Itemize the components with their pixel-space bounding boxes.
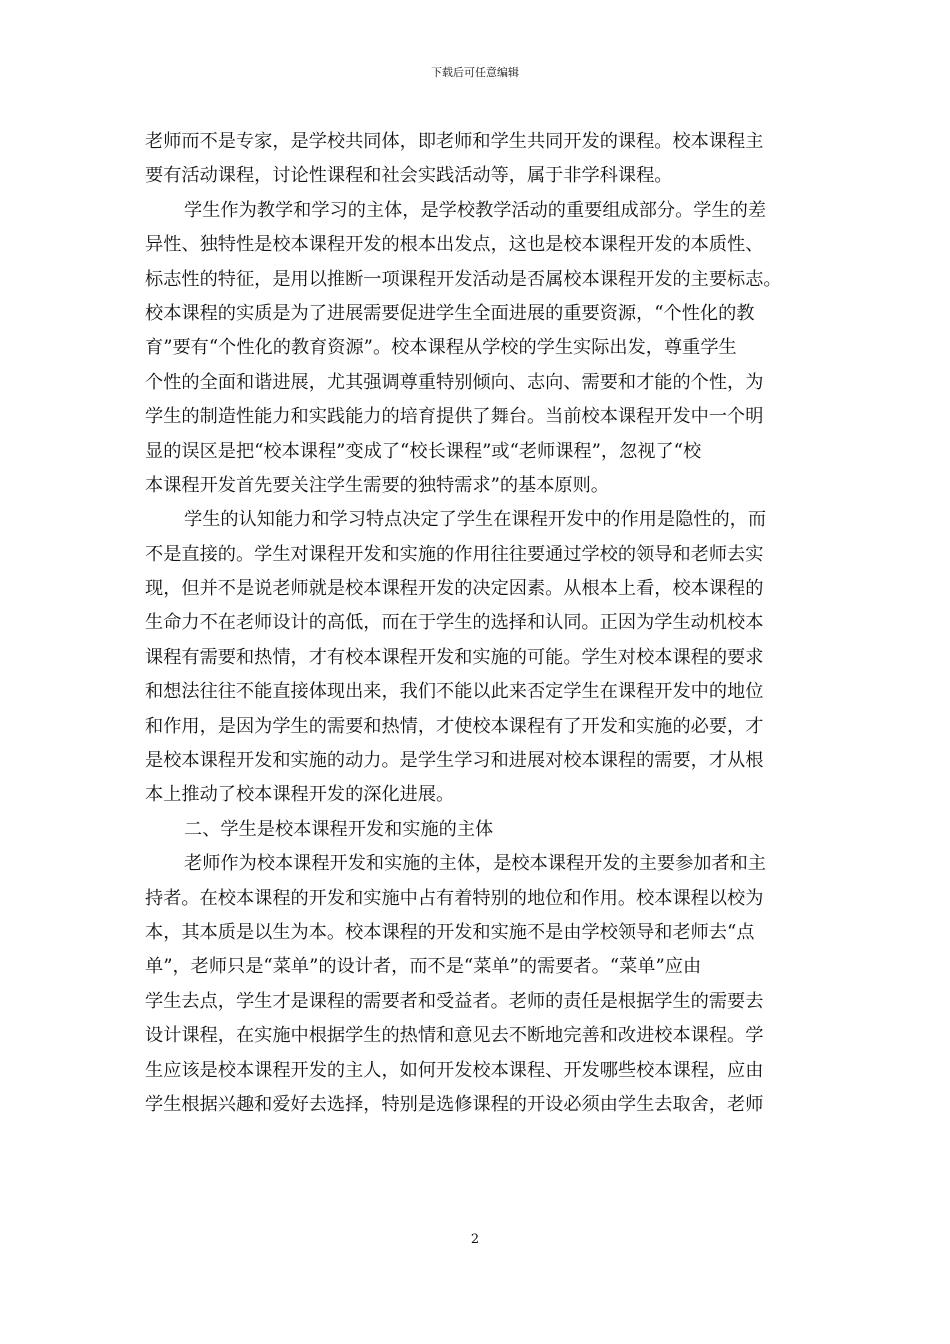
text-line: 是校本课程开发和实施的动力。是学生学习和进展对校本课程的需要，才从根 <box>145 750 764 772</box>
text-line: 个性的全面和谐进展，尤其强调尊重特别倾向、志向、需要和才能的个性，为 <box>145 371 764 393</box>
text-line: 育”要有“个性化的教育资源”。校本课程从学校的学生实际出发，尊重学生 <box>145 337 737 359</box>
document-body <box>145 125 810 1122</box>
text-line: 本，其本质是以生为本。校本课程的开发和实施不是由学校领导和老师去“点 <box>145 921 755 943</box>
text-line: 学生的认知能力和学习特点决定了学生在课程开发中的作用是隐性的，而 <box>184 509 767 531</box>
text-line: 校本课程的实质是为了进展需要促进学生全面进展的重要资源，“个性化的教 <box>145 302 755 324</box>
text-line: 异性、独特性是校本课程开发的根本出发点，这也是校本课程开发的本质性、 <box>145 234 764 256</box>
text-line: 标志性的特征，是用以推断一项课程开发活动是否属校本课程开发的主要标志。 <box>145 268 782 290</box>
text-line: 本上推动了校本课程开发的深化进展。 <box>145 784 455 806</box>
text-line: 设计课程，在实施中根据学生的热情和意见去不断地完善和改进校本课程。学 <box>145 1025 764 1047</box>
page-number: 2 <box>470 1232 480 1247</box>
text-line: 老师而不是专家，是学校共同体，即老师和学生共同开发的课程。校本课程主 <box>145 131 764 152</box>
text-line: 老师作为校本课程开发和实施的主体，是校本课程开发的主要参加者和主 <box>184 853 767 875</box>
text-line: 本课程开发首先要关注学生需要的独特需求”的基本原则。 <box>145 474 609 496</box>
text-line: 和想法往往不能直接体现出来，我们不能以此来否定学生在课程开发中的地位 <box>145 681 764 703</box>
text-line: 单”，老师只是“菜单”的设计者，而不是“菜单”的需要者。“菜单”应由 <box>145 956 702 978</box>
text-line: 和作用，是因为学生的需要和热情，才使校本课程有了开发和实施的必要，才 <box>145 715 764 737</box>
text-line: 生命力不在老师设计的高低，而在于学生的选择和认同。正因为学生动机校本 <box>145 612 764 634</box>
text-line: 学生的制造性能力和实践能力的培育提供了舞台。当前校本课程开发中一个明 <box>145 406 764 428</box>
text-line: 不是直接的。学生对课程开发和实施的作用往往要通过学校的领导和老师去实 <box>145 543 764 565</box>
text-line: 生应该是校本课程开发的主人，如何开发校本课程、开发哪些校本课程，应由 <box>145 1059 764 1081</box>
text-line: 显的误区是把“校本课程”变成了“校长课程”或“老师课程”，忽视了“校 <box>145 440 702 462</box>
text-line: 学生去点，学生才是课程的需要者和受益者。老师的责任是根据学生的需要去 <box>145 990 764 1012</box>
text-line: 要有活动课程，讨论性课程和社会实践活动等，属于非学科课程。 <box>145 165 673 187</box>
text-line: 学生根据兴趣和爱好去选择，特别是选修课程的开设必须由学生去取舍，老师 <box>145 1093 764 1115</box>
text-line: 二、学生是校本课程开发和实施的主体 <box>184 818 494 840</box>
text-line: 课程有需要和热情，才有校本课程开发和实施的可能。学生对校本课程的要求 <box>145 646 764 668</box>
text-line: 学生作为教学和学习的主体，是学校教学活动的重要组成部分。学生的差 <box>184 199 767 221</box>
text-line: 持者。在校本课程的开发和实施中占有着特别的地位和作用。校本课程以校为 <box>145 887 764 909</box>
text-line: 现，但并不是说老师就是校本课程开发的决定因素。从根本上看，校本课程的 <box>145 578 764 600</box>
page-header-note: 下载后可任意编辑 <box>431 66 519 79</box>
